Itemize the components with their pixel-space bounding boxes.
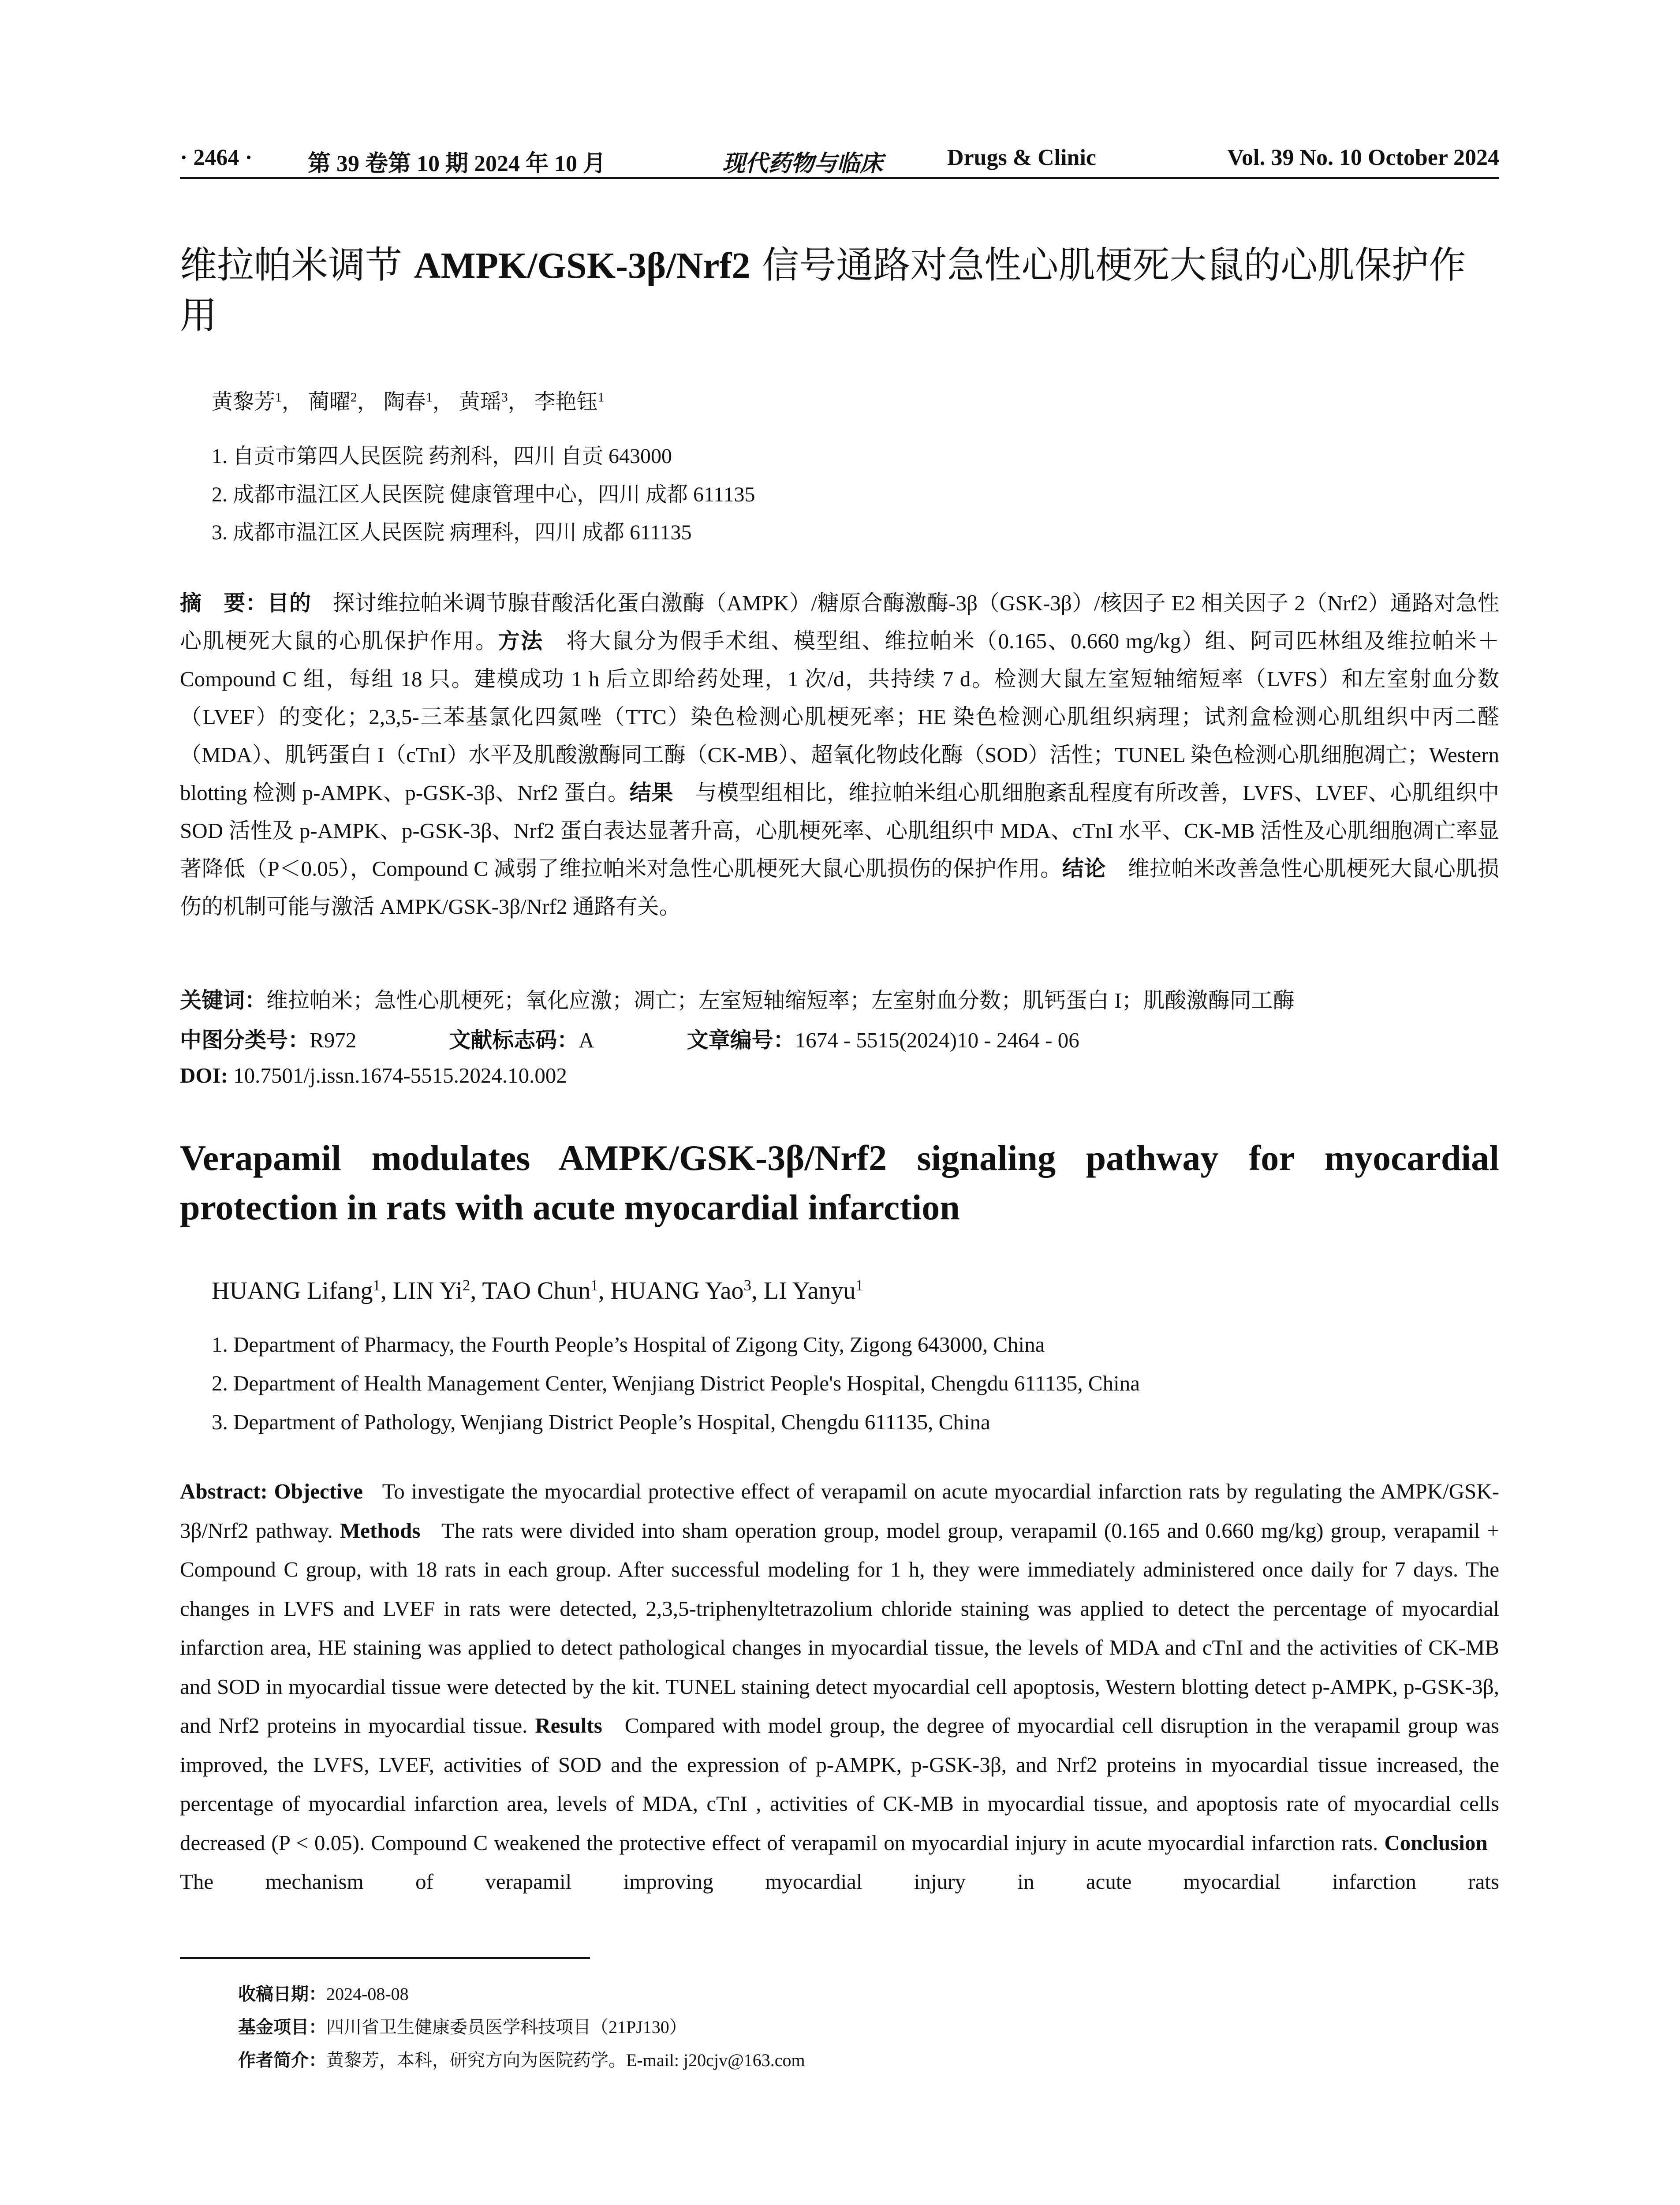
methods-cn: 将大鼠分为假手术组、模型组、维拉帕米（0.165、0.660 mg/kg）组、阿司匹林组及维拉帕米＋Compound C 组，每组 18 只。建模成功 1 h 后立即给药处理，1 次/d，共持续 7 d。检测大鼠左室短轴缩短率（LVFS）和左室射血分数（LVEF）的变化；2,3,5-三苯基氯化四氮唑（TTC）染色检测心肌梗死率；HE 染色检测心肌组织病理；试剂盒检测心肌组织中丙二醛（MDA）、肌钙蛋白 I（cTnI）水平及肌酸激酶同工酶（CK-MB）、超氧化物歧化酶（SOD）活性；TUNEL 染色检测心肌细胞凋亡；Western blotting 检测 p-AMPK、p-GSK-3β、Nrf2 蛋白。 [180, 629, 1499, 805]
conclusion-cn: 维拉帕米改善急性心肌梗死大鼠心肌损伤的机制可能与激活 AMPK/GSK-3β/Nrf2 通路有关。 [180, 856, 1499, 919]
journal-name-en: Drugs & Clinic [947, 145, 1096, 170]
abstract-cn-label: 摘 要： [180, 590, 268, 616]
objective-label-en: Objective [274, 1479, 363, 1503]
footnote-value: 黄黎芳，本科，研究方向为医院药学。E-mail: j20cjv@163.com [326, 2050, 805, 2070]
doi-value: 10.7501/j.issn.1674-5515.2024.10.002 [233, 1063, 567, 1088]
author-sup: 1 [590, 1277, 598, 1294]
results-label-en: Results [535, 1713, 602, 1738]
author-en: LIN Yi [392, 1277, 463, 1305]
title-cn-part2: 信号通路对急性心肌梗死大鼠的心肌保护作用 [180, 243, 1466, 337]
affiliation-en: 3. Department of Pathology, Wenjiang District People’s Hospital, Chengdu 611135, China [212, 1410, 990, 1434]
abstract-en-label: Abstract: [180, 1479, 268, 1503]
footnote-label: 作者简介： [238, 2050, 326, 2070]
authors-cn: 黄黎芳$^1$， 蔺曜$^2$， 陶春$^1$， 黄瑶$^3$， 李艳钰$^1$ [212, 390, 605, 414]
keywords-cn [180, 983, 1295, 1014]
journal-name-cn: 现代药物与临床 [722, 151, 883, 176]
footnote-value: 四川省卫生健康委员医学科技项目（21PJ130） [326, 2017, 687, 2037]
affiliation-en: 2. Department of Health Management Center, Wenjiang District People's Hospital, Chengdu 611135, China [212, 1371, 1140, 1395]
methods-en: The rats were divided into sham operation group, model group, verapamil (0.165 and 0.660 mg/kg) group, verapamil + Compound C group, with 18 rats in each group. After successful modeling for 1 h, they were immediately administered once daily for 7 days. The changes in LVFS and LVEF in rats were detected, 2,3,5-triphenyltetrazolium chloride staining was applied to detect the percentage of myocardial infarction area, HE staining was applied to detect pathological changes in myocardial tissue, the levels of MDA and cTnI and the activities of CK-MB and SOD in myocardial tissue were detected by the kit. TUNEL staining detect myocardial cell apoptosis, Western blotting detect p-AMPK, p-GSK-3β, and Nrf2 proteins in myocardial tissue. [180, 1518, 1499, 1738]
author-en: TAO Chun [482, 1277, 591, 1305]
results-en: Compared with model group, the degree of myocardial cell disruption in the verapamil group was improved, the LVFS, LVEF, activities of SOD and the expression of p-AMPK, p-GSK-3β, and Nrf2 proteins in myocardial tissue increased, the percentage of myocardial infarction area, levels of MDA, cTnI , activities of CK-MB in myocardial tissue, and apoptosis rate of myocardial cells decreased (P < 0.05). Compound C weakened the protective effect of verapamil on myocardial injury in acute myocardial infarction rats. [180, 1713, 1500, 1855]
title-en: Verapamil modulates AMPK/GSK-3β/Nrf2 signaling pathway for myocardial protection in rats with acute myocardial infarction [180, 1138, 1499, 1227]
classification-line [180, 1023, 1079, 1054]
affiliation-cn: 3. 成都市温江区人民医院 病理科，四川 成都 611135 [212, 521, 692, 544]
keywords-label: 关键词： [180, 988, 267, 1013]
footnote-author [238, 2046, 805, 2071]
footnote-label: 基金项目： [238, 2017, 326, 2037]
methods-label-en: Methods [340, 1518, 421, 1543]
objective-cn: 探讨维拉帕米调节腺苷酸活化蛋白激酶（AMPK）/糖原合酶激酶-3β（GSK-3β）/核因子 E2 相关因子 2（Nrf2）通路对急性心肌梗死大鼠的心肌保护作用。 [180, 591, 1499, 653]
affiliation-cn: 2. 成都市温江区人民医院 健康管理中心，四川 成都 611135 [212, 483, 755, 506]
footnote-rule [180, 1957, 590, 1959]
author-sup: 1 [855, 1277, 863, 1294]
author-sup: 1 [275, 390, 282, 405]
clc-value: R972 [310, 1028, 357, 1052]
author-sup: 2 [462, 1277, 470, 1294]
doc-code-label: 文献标志码： [449, 1028, 579, 1053]
doi-label: DOI: [180, 1063, 228, 1088]
running-header [180, 140, 1499, 180]
abstract-en [180, 1472, 1499, 1902]
authors-en: HUANG Lifang$^1$, LIN Yi$^2$, TAO Chun$^1$, HUANG Yao$^3$, LI Yanyu$^1$ [212, 1277, 863, 1305]
author-sup: 3 [501, 390, 508, 405]
abstract-cn [180, 584, 1499, 926]
footnote-label: 收稿日期： [238, 1984, 326, 2004]
affiliation-cn: 1. 自贡市第四人民医院 药剂科，四川 自贡 643000 [212, 445, 672, 468]
results-label-cn: 结果 [629, 780, 674, 805]
author-cn: 陶春 [383, 390, 426, 414]
author-en: LI Yanyu [763, 1277, 856, 1305]
conclusion-label-en: Conclusion [1384, 1830, 1488, 1855]
doc-code-value: A [579, 1028, 594, 1052]
keywords-value: 维拉帕米；急性心肌梗死；氧化应激；凋亡；左室短轴缩短率；左室射血分数；肌钙蛋白 I；肌酸激酶同工酶 [266, 988, 1295, 1013]
volume-info: Vol. 39 No. 10 October 2024 [1227, 145, 1499, 170]
methods-label-cn: 方法 [498, 628, 544, 654]
author-sup: 1 [426, 390, 433, 405]
objective-label-cn: 目的 [267, 590, 311, 616]
author-cn: 蔺曜 [308, 390, 351, 414]
clc-label: 中图分类号： [180, 1028, 310, 1053]
author-sup: 3 [743, 1277, 751, 1294]
affiliation-en: 1. Department of Pharmacy, the Fourth People’s Hospital of Zigong City, Zigong 643000, China [212, 1332, 1045, 1357]
footnote-received [238, 1980, 409, 2005]
objective-en: To investigate the myocardial protective effect of verapamil on acute myocardial infarction rats by regulating the AMPK/GSK-3β/Nrf2 pathway. [180, 1479, 1499, 1543]
results-cn: 与模型组相比，维拉帕米组心肌细胞紊乱程度有所改善，LVFS、LVEF、心肌组织中 SOD 活性及 p-AMPK、p-GSK-3β、Nrf2 蛋白表达显著升高，心肌梗死率、心肌组织中 MDA、cTnI 水平、CK-MB 活性及心肌细胞凋亡率显著降低（P＜0.05），Compound C 减弱了维拉帕米对急性心肌梗死大鼠心肌损伤的保护作用。 [180, 781, 1499, 881]
author-sup: 2 [350, 390, 357, 405]
author-en: HUANG Lifang [212, 1277, 373, 1305]
article-no-value: 1674 - 5515(2024)10 - 2464 - 06 [795, 1028, 1079, 1052]
title-cn-part1: 维拉帕米调节 [180, 243, 414, 287]
conclusion-en: The mechanism of verapamil improving myocardial injury in acute myocardial infarction rats [180, 1869, 1499, 1894]
conclusion-label-cn: 结论 [1062, 856, 1106, 881]
footnote-value: 2024-08-08 [326, 1984, 409, 2004]
author-cn: 黄黎芳 [212, 390, 276, 414]
title-cn-pathway: AMPK/GSK-3β/Nrf2 [414, 245, 750, 286]
author-sup: 1 [373, 1277, 381, 1294]
issue-info: 第 39 卷第 10 期 2024 年 10 月 [308, 151, 606, 176]
author-cn: 黄瑶 [459, 390, 501, 414]
author-cn: 李艳钰 [534, 390, 598, 414]
header-rule [180, 177, 1499, 179]
author-sup: 1 [597, 390, 605, 405]
footnote-fund [238, 2013, 687, 2038]
page-number: · 2464 · [180, 145, 253, 170]
doi-line [180, 1063, 567, 1088]
title-cn [180, 240, 1499, 340]
article-no-label: 文章编号： [687, 1028, 795, 1053]
author-en: HUANG Yao [610, 1277, 744, 1305]
